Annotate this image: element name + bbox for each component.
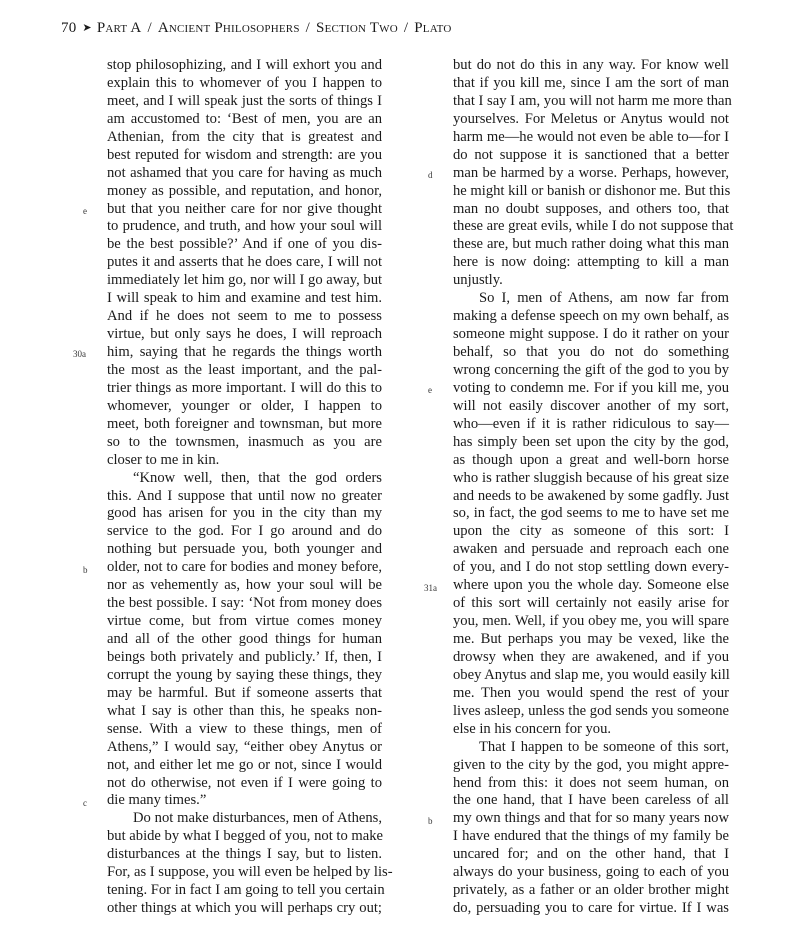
text-line: this. And I suppose that until now no greater xyxy=(107,487,382,504)
text-line: corrupt the young by saying these things, they xyxy=(107,666,382,683)
text-line: I will speak to him and examine and test him. xyxy=(107,290,382,307)
page-number: 70 xyxy=(61,20,77,36)
text-line: service to the god. For I go around and do xyxy=(107,523,382,540)
text-line: am accustomed to: ‘Best of men, you are an xyxy=(107,110,382,127)
text-line: and all of the other good things for human xyxy=(107,631,382,647)
text-line: not do otherwise, not even if I were going to xyxy=(107,774,382,791)
text-line: putes it and asserts that he does care, I will not xyxy=(107,254,382,271)
margin-marker: e xyxy=(428,385,432,396)
text-line: nor as vehemently as, how your soul will be xyxy=(107,577,382,594)
text-line: whomever, younger or older, I happen to xyxy=(107,397,382,414)
text-line: do not suppose it is sanctioned that a better xyxy=(453,146,729,163)
text-line: me. But perhaps you may be vexed, like the xyxy=(453,631,729,647)
header-title: Ancient Philosophers xyxy=(157,20,300,36)
text-line: yourselves. For Meletus or Anytus would not xyxy=(453,110,729,127)
text-line: so, in fact, the god seems to me to have set me xyxy=(453,505,729,522)
text-line: has simply been set upon the city by the god, xyxy=(453,433,729,450)
text-line: him, saying that he regards the things worth xyxy=(107,344,382,360)
text-line: awaken and persuade and reproach each one xyxy=(453,541,729,558)
text-line: closer to me in kin. xyxy=(107,451,220,468)
text-line: So I, men of Athens, am now far from xyxy=(479,290,729,307)
text-line: as though upon a great and well-born horse xyxy=(453,451,729,468)
text-line: always do your business, going to each of you xyxy=(453,864,729,881)
header-chapter: Plato xyxy=(414,20,452,36)
text-line: wrong concerning the gift of the god to you by xyxy=(453,361,729,378)
text-line: unjustly. xyxy=(453,272,503,289)
text-line: immediately let him go, nor will I go away, but xyxy=(107,272,383,289)
text-line: best reputed for wisdom and strength: are you xyxy=(107,146,382,163)
text-line: be the best possible?’ And if one of you dis- xyxy=(107,236,382,253)
text-line: may be harmful. But if someone asserts that xyxy=(107,684,382,701)
text-line: who—even if it is rather ridiculous to say— xyxy=(453,415,729,432)
text-line: here is now doing: attempting to kill a man xyxy=(453,254,729,271)
running-header xyxy=(61,20,452,37)
margin-marker: c xyxy=(83,797,87,808)
text-line: other things at which you will perhaps cry out; xyxy=(107,900,382,917)
margin-marker: d xyxy=(428,169,433,180)
right-text-column xyxy=(453,57,734,918)
text-line: uncared for; and on the other hand, that I xyxy=(453,846,729,863)
header-section: Section Two xyxy=(316,20,398,36)
text-line: but do not do this in any way. For know well xyxy=(453,57,729,73)
text-line: virtue, but only says he does, I will reproach xyxy=(107,326,382,343)
text-line: someone might suppose. I do it rather on your xyxy=(453,326,729,343)
text-line: explain this to whomever of you I happen to xyxy=(107,74,382,91)
text-line: stop philosophizing, and I will exhort you and xyxy=(107,57,382,73)
text-line: drowsy when they are awakened, and if you xyxy=(453,648,729,665)
text-line: beings both privately and publicly.’ If, then, I xyxy=(107,648,382,665)
text-line: privately, as a father or an older brother might xyxy=(453,882,729,899)
text-line: That I happen to be someone of this sort, xyxy=(479,738,729,755)
text-line: tening. For in fact I am going to tell you certain xyxy=(107,882,385,899)
text-line: so to the townsmen, inasmuch as you are xyxy=(107,433,382,450)
text-line: the best possible. I say: ‘Not from money does xyxy=(107,595,382,612)
text-line: man be harmed by a worse. Perhaps, however, xyxy=(453,164,729,181)
text-line: the one hand, that I have been careless of all xyxy=(453,792,729,809)
text-line: good has arisen for you in the city than my xyxy=(107,505,382,522)
text-line: given to the city by the god, you might appre- xyxy=(453,756,729,773)
text-line: else in his concern for you. xyxy=(453,720,612,737)
text-line: what I say is other than this, he speaks non- xyxy=(107,702,382,719)
text-line: do, persuading you to care for virtue. If I was xyxy=(453,900,729,917)
text-line: lives asleep, unless the god sends you someone xyxy=(453,702,729,719)
text-line: sense. With a view to these things, men of xyxy=(107,720,382,737)
text-line: voting to condemn me. For if you kill me, you xyxy=(453,379,729,396)
text-line: me. Then you would spend the rest of your xyxy=(453,684,729,701)
text-line: will not easily discover another of my sort, xyxy=(453,397,729,414)
text-line: harm me—he would not even be able to—for I xyxy=(453,128,729,145)
text-line: not ashamed that you care for having as much xyxy=(107,164,382,181)
text-line: And if he does not seem to me to possess xyxy=(107,308,382,325)
margin-marker: b xyxy=(428,815,433,826)
header-part: Part A xyxy=(96,20,142,36)
text-line: where upon you the whole day. Someone else xyxy=(453,577,729,594)
text-line: older, not to care for bodies and money before, xyxy=(107,559,382,576)
text-line: these are great evils, while I do not suppose that xyxy=(453,218,734,235)
header-separator: / xyxy=(147,20,152,36)
text-line: behalf, so that you do not do something xyxy=(453,344,729,360)
margin-marker: 30a xyxy=(73,349,86,360)
margin-marker: b xyxy=(83,564,88,575)
text-line: nothing but persuade you, both younger and xyxy=(107,541,382,558)
text-line: money as possible, and reputation, and honor, xyxy=(107,182,382,199)
text-line: and needs to be awakened by some gadfly. Just xyxy=(453,487,729,504)
text-line: hend from this: it does not seem human, on xyxy=(453,774,729,791)
text-line: these are, but much rather doing what this man xyxy=(453,236,729,253)
text-line: but that you neither care for nor give thought xyxy=(107,200,382,217)
header-separator: / xyxy=(403,20,409,36)
diamond-arrow-icon: ➤ xyxy=(82,22,92,34)
text-line: virtue come, but from virtue comes money xyxy=(107,613,382,630)
text-line: upon the city as someone of this sort: I xyxy=(453,523,729,540)
text-line: to prudence, and truth, and how your soul will xyxy=(107,218,382,235)
text-line: For, as I suppose, you will even be helped by lis- xyxy=(107,864,393,881)
text-line: of this sort will certainly not easily arise for xyxy=(453,595,729,612)
text-line: he might kill or banish or dishonor me. But this xyxy=(453,182,731,199)
text-line: not, and either let me go or not, since I would xyxy=(107,756,382,773)
text-line: “Know well, then, that the god orders xyxy=(133,469,382,486)
text-line: my own things and that for so many years now xyxy=(453,810,729,827)
text-line: Athens,” I would say, “either obey Anytus or xyxy=(107,738,382,755)
text-line: making a defense speech on my own behalf, as xyxy=(453,308,729,325)
text-line: of you, and I do not stop settling down every- xyxy=(453,559,729,576)
text-line: the most as the least important, and the pal- xyxy=(107,361,382,378)
text-line: obey Anytus and slap me, you would easily kill xyxy=(453,666,730,683)
text-line: that I say I am, you will not harm me more than xyxy=(453,92,732,109)
text-line: but abide by what I begged of you, not to make xyxy=(107,828,383,845)
header-separator: / xyxy=(305,20,311,36)
text-line: die many times.” xyxy=(107,792,207,809)
text-line: Do not make disturbances, men of Athens, xyxy=(133,810,382,827)
margin-marker: 31a xyxy=(424,582,437,593)
text-line: you, men. Well, if you obey me, you will spare xyxy=(453,613,729,630)
text-line: who is rather sluggish because of his great size xyxy=(453,469,729,486)
text-line: meet, and I will speak just the sorts of things I xyxy=(107,92,382,109)
text-line: trier things as more important. I will do this to xyxy=(107,379,382,396)
text-line: meet, both foreigner and townsman, but more xyxy=(107,415,382,432)
left-text-column xyxy=(107,57,393,918)
margin-marker: e xyxy=(83,205,87,216)
text-line: man no doubt supposes, and others too, that xyxy=(453,200,729,217)
text-line: I have endured that the things of my family be xyxy=(453,828,729,845)
text-line: that if you kill me, since I am the sort of man xyxy=(453,74,729,91)
text-line: disturbances at the things I say, but to listen. xyxy=(107,846,382,863)
text-line: Athenian, from the city that is greatest and xyxy=(107,128,382,145)
